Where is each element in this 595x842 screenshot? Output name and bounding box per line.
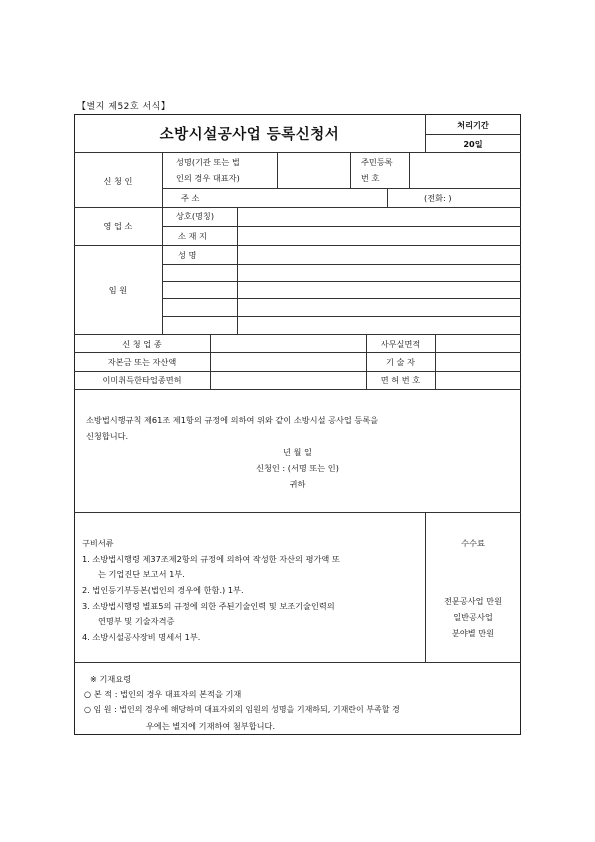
applicant-signature: 신청인 : (서명 또는 인) bbox=[256, 463, 339, 473]
fee-field-line: 분야별 만원 bbox=[451, 628, 495, 638]
name-label-line2: 인의 경우 대표자) bbox=[176, 173, 240, 183]
form-number-label: 【별지 제52호 서식】 bbox=[77, 102, 171, 112]
declaration-text-line1: 소방법시행규칙 제61조 제1항의 규정에 의하여 위와 같이 소방시설 공사업 등록을 bbox=[86, 415, 379, 425]
divider bbox=[74, 334, 521, 335]
addressee: 귀하 bbox=[289, 479, 306, 489]
business-type-label: 신 청 업 종 bbox=[122, 339, 162, 349]
documents-heading: 구비서류 bbox=[82, 538, 114, 548]
table-row bbox=[162, 264, 521, 265]
divider bbox=[162, 152, 163, 334]
applicant-section-label: 신 청 인 bbox=[103, 176, 133, 186]
name-label-line1: 성명(기관 또는 법 bbox=[176, 157, 240, 167]
phone-field: (전화: ) bbox=[424, 193, 452, 203]
divider bbox=[74, 207, 521, 208]
fee-general-line: 일반공사업 bbox=[453, 612, 493, 622]
capital-label: 자본금 또는 자산액 bbox=[107, 357, 177, 367]
office-section-label: 영 업 소 bbox=[103, 221, 133, 231]
document-item-1-line1: 1. 소방법시행령 제37조제2항의 규정에 의하여 작성한 자산의 평가액 또 bbox=[82, 554, 340, 564]
divider bbox=[162, 226, 521, 227]
divider bbox=[435, 334, 436, 389]
document-item-3-line2: 연명부 및 기술자격증 bbox=[98, 616, 175, 626]
note-officers-line2: 우에는 별지에 기재하여 첨부합니다. bbox=[146, 721, 276, 731]
divider bbox=[277, 152, 278, 188]
address-label: 주 소 bbox=[181, 193, 200, 203]
divider bbox=[74, 389, 521, 390]
form-title: 소방시설공사업 등록신청서 bbox=[159, 126, 340, 143]
declaration-text-line2: 신청합니다. bbox=[86, 431, 129, 441]
officer-name-label: 성 명 bbox=[178, 250, 197, 260]
divider bbox=[74, 245, 521, 246]
other-license-label: 이미취득한타업종면허 bbox=[102, 375, 182, 385]
application-date: 년 월 일 bbox=[283, 447, 312, 457]
note-domicile: ○ 본 적 : 법인의 경우 대표자의 본적을 기재 bbox=[84, 689, 242, 699]
divider bbox=[387, 188, 388, 207]
resident-id-label-line2: 번 호 bbox=[361, 173, 380, 183]
fee-specialty-line: 전문공사업 만원 bbox=[444, 596, 502, 606]
document-item-2: 2. 법인등기부등본(법인의 경우에 한함.) 1부. bbox=[82, 585, 244, 595]
divider bbox=[210, 334, 211, 389]
location-label: 소 재 지 bbox=[178, 231, 207, 241]
engineer-label: 기 술 자 bbox=[386, 357, 415, 367]
document-item-1-line2: 는 기업진단 보고서 1부. bbox=[98, 569, 185, 579]
processing-period-label: 처리기간 bbox=[457, 120, 489, 130]
table-row bbox=[162, 298, 521, 299]
divider bbox=[162, 188, 521, 189]
trade-name-label: 상호(명칭) bbox=[176, 211, 215, 221]
notes-heading: ※ 기재요령 bbox=[90, 674, 132, 684]
divider bbox=[74, 371, 521, 372]
processing-period-value: 20일 bbox=[463, 139, 483, 149]
divider bbox=[74, 512, 521, 513]
document-item-4: 4. 소방시설공사장비 명세서 1부. bbox=[82, 632, 201, 642]
resident-id-label-line1: 주민등록 bbox=[361, 157, 393, 167]
fee-heading: 수수료 bbox=[461, 538, 485, 548]
document-item-3-line1: 3. 소방법시행령 별표5의 규정에 의한 주된기술인력 및 보조기술인력의 bbox=[82, 601, 335, 611]
officers-section-label: 임 원 bbox=[108, 285, 128, 295]
note-officers-line1: ○ 임 원 : 법인의 경우에 해당하며 대표자외의 임원의 성명을 기재하되, 기재란이 부족할 경 bbox=[84, 705, 400, 714]
divider bbox=[74, 152, 521, 153]
divider bbox=[74, 662, 521, 663]
divider bbox=[425, 134, 521, 135]
license-number-label: 면 허 번 호 bbox=[380, 375, 421, 385]
divider bbox=[350, 152, 351, 188]
table-row bbox=[162, 316, 521, 317]
divider bbox=[425, 512, 426, 662]
divider bbox=[74, 352, 521, 353]
table-row bbox=[162, 281, 521, 282]
divider bbox=[409, 152, 410, 188]
office-area-label: 사무실면적 bbox=[380, 339, 421, 349]
